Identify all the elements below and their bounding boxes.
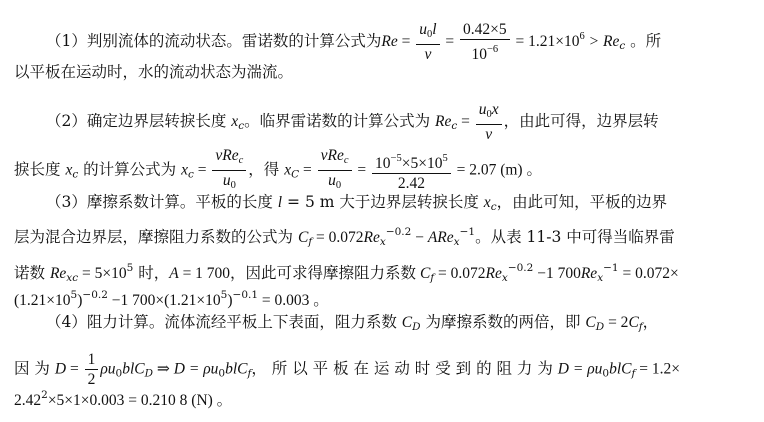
cd-subscript: D xyxy=(144,367,154,380)
rec-subscript: c xyxy=(619,40,626,52)
comma: ， xyxy=(642,313,659,331)
numerator-rest: ×5×10 xyxy=(401,154,443,172)
rex-exponent: −1 xyxy=(459,226,476,238)
p4-line-3 xyxy=(14,385,232,411)
denominator-base: 10 xyxy=(471,46,488,63)
p3-line2-end: 。从表 11-3 中可得当临界雷 xyxy=(475,228,675,246)
equals-1-2: = 1.2× xyxy=(635,360,680,378)
rex-exponent: −0.2 xyxy=(385,226,412,238)
minus-1700: −1 700 xyxy=(533,265,581,282)
p3-length-text: = 5 m 大于边界层转捩长度 xyxy=(282,193,484,211)
p3-line-4 xyxy=(14,285,329,311)
numerator-exp-1: −5 xyxy=(390,152,402,164)
rex-symbol: Re xyxy=(580,265,598,282)
fraction-numeric xyxy=(460,20,510,64)
p3-formula-text: 层为混合边界层，摩擦阻力系数的公式为 xyxy=(14,228,298,246)
nu-symbol: ν xyxy=(485,126,493,143)
x-symbol: x xyxy=(491,101,499,118)
equals-sign: = xyxy=(397,33,415,50)
term-2: −1 700×(1.21×10 xyxy=(107,292,221,309)
rex-subscript: x xyxy=(501,272,508,284)
term-1-outer-exp: −0.2 xyxy=(82,289,108,301)
p2-intro-text: （2）确定边界层转捩长度 xyxy=(46,112,232,130)
p3-line1-end: ，由此可知，平板的边界 xyxy=(496,193,668,211)
cf-symbol: C xyxy=(297,229,309,246)
rho-u: = ρu xyxy=(568,360,603,378)
cd-subscript: D xyxy=(595,321,605,333)
p3-line-1 xyxy=(46,192,667,217)
d-symbol: D xyxy=(173,360,185,378)
when-text: 时， xyxy=(133,264,170,282)
p2-formula-text: 。临界雷诺数的计算公式为 xyxy=(244,112,436,130)
l-symbol: l xyxy=(432,21,437,38)
xc-symbol: x xyxy=(65,161,73,179)
reynolds-result: = 1.21×10 xyxy=(511,33,580,50)
p1-line1-end: 。所 xyxy=(625,32,662,50)
p1-line-2 xyxy=(14,62,293,82)
nu-symbol: ν xyxy=(424,46,432,63)
u-subscript: 0 xyxy=(602,367,610,380)
p3-line-3 xyxy=(14,258,679,288)
squared-exp: 2 xyxy=(41,389,48,401)
cf-symbol: C xyxy=(628,314,639,331)
a-symbol: A xyxy=(169,265,179,282)
nu-rec-text: νRe xyxy=(215,147,239,164)
u-subscript: 0 xyxy=(426,29,433,40)
equals-0072: = 0.072× xyxy=(618,265,679,282)
p2-line2-start: 捩长度 xyxy=(14,160,66,179)
denominator-exponent: −6 xyxy=(487,44,499,55)
p3-line-2 xyxy=(14,222,675,252)
numeric-numerator: 0.42×5 xyxy=(460,20,510,40)
half-numerator: 1 xyxy=(85,350,99,370)
rexc-exponent: 5 xyxy=(126,262,134,274)
minus-sign: − xyxy=(411,229,428,246)
xC-symbol: x xyxy=(284,161,292,179)
rex-symbol: Re xyxy=(485,265,502,282)
u-subscript: 0 xyxy=(218,367,226,380)
cf-subscript: f xyxy=(631,367,636,380)
fraction-nurec-over-u0-2 xyxy=(318,146,352,195)
cf-subscript: f xyxy=(308,236,313,248)
rex-subscript: x xyxy=(453,236,460,248)
coef-0072: = 0.072 xyxy=(312,229,364,246)
p2-line-2: 捩长度 $x_c$ 的计算公式为 $x_c$ = $\frac{\nu Re_c}{u0}$ ，得 $x_C$ = $\frac{\nu Re_c}{u0}$ = $\frac{10^{-5}\times 5\times 10^5}{2.42}$ = 2.07 (m) 。 xyxy=(14,146,542,195)
rex-exponent: −1 xyxy=(603,262,619,274)
value-2-42: 2.42 xyxy=(14,392,42,409)
u-symbol: u xyxy=(328,172,336,189)
cf-subscript: f xyxy=(247,367,252,380)
result-exponent: 6 xyxy=(579,31,585,42)
rexc-symbol: Re xyxy=(49,265,67,282)
cd-symbol: C xyxy=(401,314,413,331)
because-text: 因 为 xyxy=(14,359,55,378)
xc-symbol: x xyxy=(231,113,239,130)
term-2-close: ) xyxy=(227,292,233,309)
nu-rec-text: νRe xyxy=(320,147,344,164)
xc-symbol: x xyxy=(483,194,491,211)
half-denominator: 2 xyxy=(87,371,96,388)
term-2-exp: 5 xyxy=(220,289,228,301)
rec-subscript: c xyxy=(451,120,458,132)
u-symbol: u xyxy=(419,21,427,38)
u-subscript: 0 xyxy=(115,367,123,380)
xC-subscript: C xyxy=(291,168,300,181)
p1-intro-text: （1）判别流体的流动状态。雷诺数的计算公式为 xyxy=(46,32,382,50)
numerator-exp-2: 5 xyxy=(442,152,448,164)
term-1: (1.21×10 xyxy=(14,292,71,309)
cd-symbol: C xyxy=(585,314,596,331)
rec-subscript: c xyxy=(343,155,349,166)
d-symbol: D xyxy=(54,360,67,378)
term-1-exp: 5 xyxy=(70,289,78,301)
rex-exponent: −0.2 xyxy=(507,262,534,274)
p2-line-1: （2）确定边界层转捩长度 $x_c$。临界雷诺数的计算公式为 $Re_c$ = $\frac{u0x}{\nu}$ ，由此可得，边界层转 xyxy=(46,101,659,143)
xc-result: = 2.07 (m) 。 xyxy=(452,161,542,179)
u-symbol: u xyxy=(478,101,487,118)
fraction-nurec-over-u0 xyxy=(212,146,246,195)
u-subscript: 0 xyxy=(486,109,492,120)
p4-intro-text: （4）阻力计算。流体流经平板上下表面，阻力系数 xyxy=(46,313,402,331)
l-symbol: l xyxy=(277,194,283,211)
fraction-u0l-over-nu xyxy=(416,20,439,64)
blc-text: blC xyxy=(609,360,632,378)
rexc-value: = 5×10 xyxy=(78,265,127,282)
equals-2: = 2 xyxy=(604,314,629,331)
fraction-one-half xyxy=(85,350,99,389)
a-value-text: = 1 700，因此可求得摩擦阻力系数 xyxy=(178,265,420,282)
u-subscript: 0 xyxy=(335,180,342,191)
blc-text: blC xyxy=(225,360,248,378)
denominator-value: 2.42 xyxy=(397,174,425,192)
are-symbol: ARe xyxy=(427,229,454,246)
p3-intro-text: （3）摩擦系数计算。平板的长度 xyxy=(46,193,278,211)
rec-subscript: c xyxy=(238,155,244,166)
greater-than-rec: > Re xyxy=(584,33,620,50)
cf-subscript: f xyxy=(638,321,643,333)
equals-sign: = xyxy=(66,360,83,378)
rex-subscript: x xyxy=(379,236,386,248)
cd-subscript: D xyxy=(412,321,421,333)
u-subscript: 0 xyxy=(230,180,236,191)
p4-twice-text: 为摩擦系数的两倍，即 xyxy=(420,313,586,331)
numerator-base: 10 xyxy=(375,154,391,172)
p4-line-1 xyxy=(46,312,658,337)
p2-line1-end: ，由此可得，边界层转 xyxy=(503,112,659,130)
rex-symbol: Re xyxy=(363,229,380,246)
p1-conclusion-text: 以平板在运动时，水的流动状态为湍流。 xyxy=(14,63,294,81)
rex-subscript: x xyxy=(597,272,604,284)
cf-result: = 0.003 。 xyxy=(258,292,329,309)
rexc-subscript: xc xyxy=(66,272,79,284)
reynolds-symbol: Re xyxy=(381,33,398,50)
u-symbol: u xyxy=(222,172,231,189)
xc-subscript: c xyxy=(490,201,497,213)
p4-line-2 xyxy=(14,350,680,389)
blc-text: blC xyxy=(122,360,145,378)
p2-formula-label: 的计算公式为 xyxy=(78,160,182,179)
drag-result: ×5×1×0.003 = 0.210 8 (N) 。 xyxy=(47,392,233,409)
p3-line3-start: 诺数 xyxy=(14,264,50,282)
rho-u: ρu xyxy=(100,360,116,378)
term-2-outer-exp: −0.1 xyxy=(232,289,259,301)
term-1-close: ) xyxy=(77,292,83,309)
fraction-numeric-xc xyxy=(372,149,451,193)
xc-subscript: c xyxy=(72,168,79,181)
coef-0072: = 0.072 xyxy=(434,265,486,282)
d-symbol: D xyxy=(557,360,569,378)
xc-subscript: c xyxy=(238,120,245,132)
cf-symbol: C xyxy=(419,265,431,282)
rec-symbol: Re xyxy=(435,113,452,130)
p2-get-text: ，得 xyxy=(248,160,285,179)
cf-subscript: f xyxy=(430,272,435,284)
p1-line-1: （1）判别流体的流动状态。雷诺数的计算公式为Re = $\frac{u0l}{\nu}$ = $\frac{0.42\times 5}{10^{-6}}$ = $1.21\times 10^6 > Re_c$ 。所 xyxy=(46,21,662,63)
rho-u: = ρu xyxy=(184,360,219,378)
so-drag-text: ， 所 以 平 板 在 运 动 时 受 到 的 阻 力 为 xyxy=(251,359,558,378)
implies-arrow: ⇒ xyxy=(153,360,174,378)
fraction-u0x-over-nu xyxy=(476,100,502,144)
